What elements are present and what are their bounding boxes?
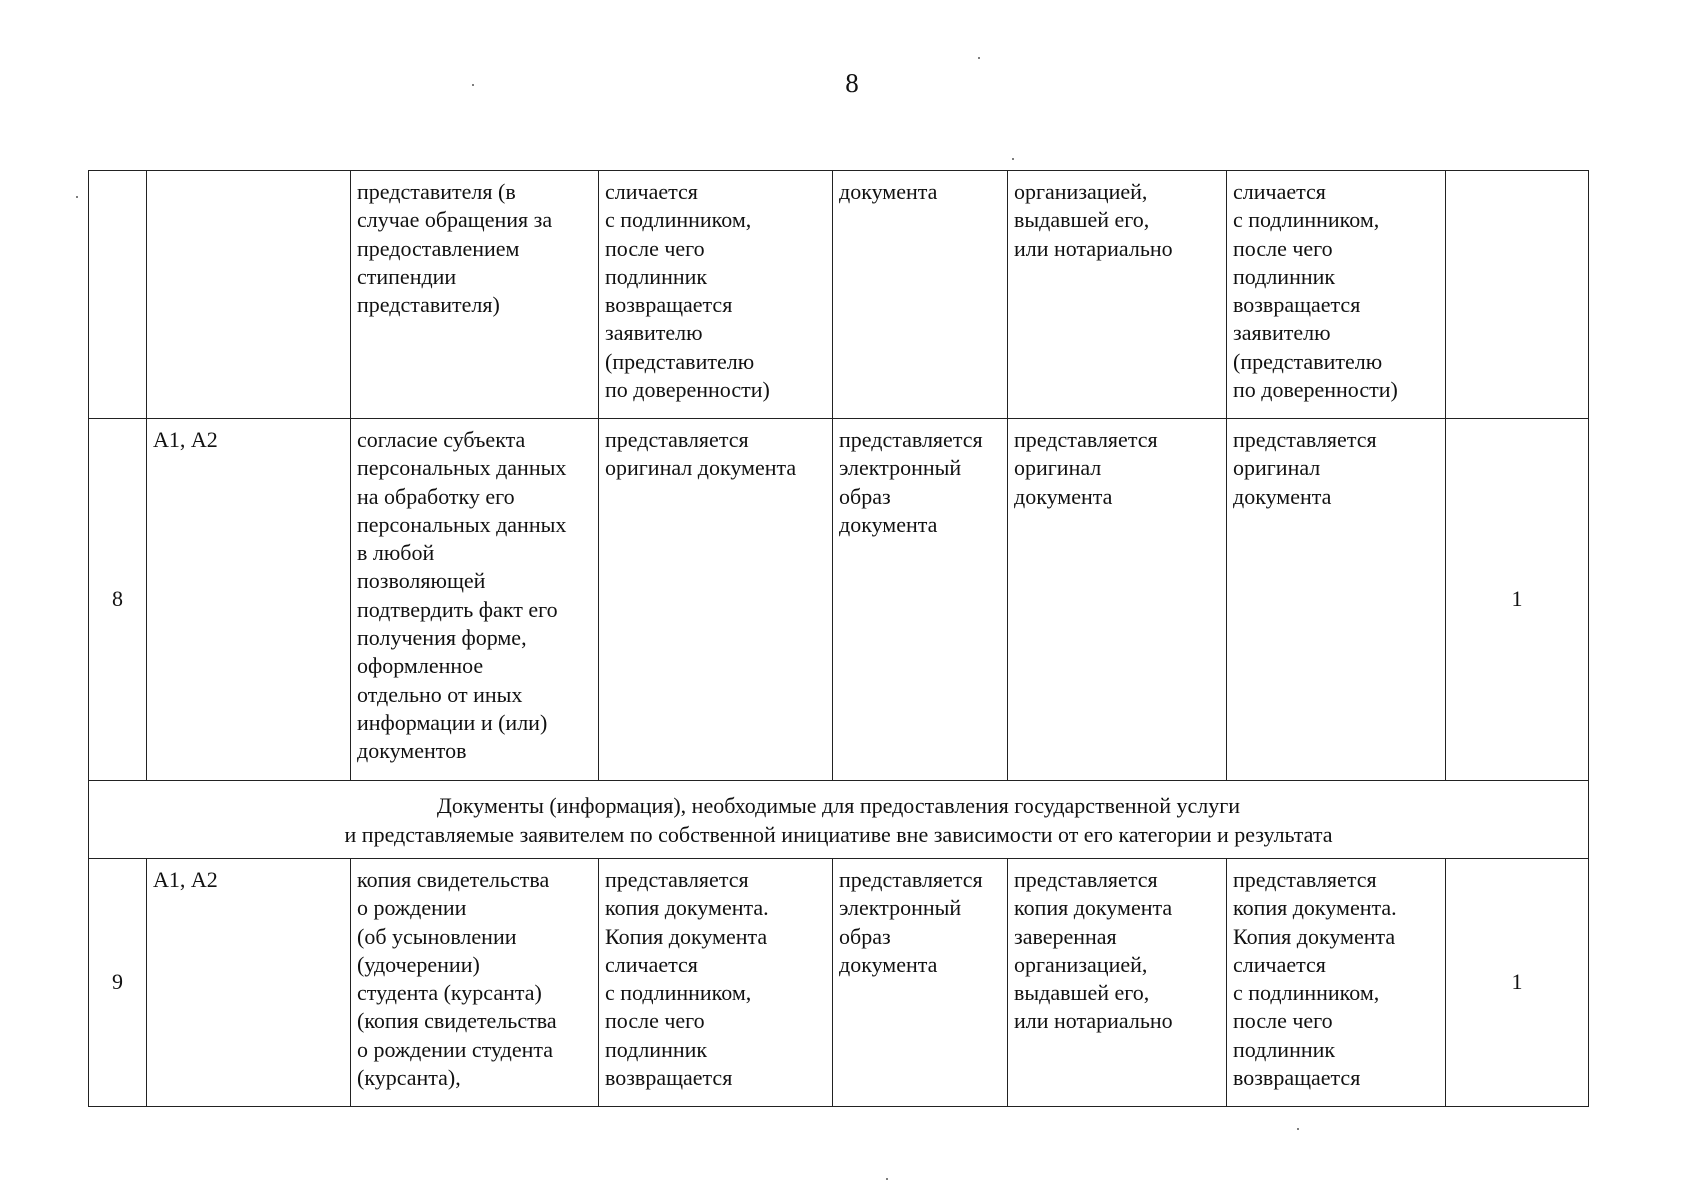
scan-speck	[1012, 158, 1014, 160]
scan-speck	[886, 1178, 888, 1180]
row-number-cell	[89, 171, 147, 419]
mfc-submission-cell: представляется копия документа. Копия документа сличается с подлинником, после чего подлинник возвращается	[1227, 859, 1446, 1107]
scan-speck	[978, 57, 980, 59]
mail-submission-cell: организацией, выдавшей его, или нотариально	[1008, 171, 1227, 419]
mail-submission-cell: представляется оригинал документа	[1008, 419, 1227, 781]
scan-speck	[472, 84, 474, 86]
electronic-submission-cell: представляется электронный образ документа	[833, 419, 1008, 781]
personal-submission-cell: сличается с подлинником, после чего подлинник возвращается заявителю (представителю по доверенности)	[599, 171, 833, 419]
personal-submission-cell: представляется копия документа. Копия документа сличается с подлинником, после чего подлинник возвращается	[599, 859, 833, 1107]
document-name-cell: представителя (в случае обращения за предоставлением стипендии представителя)	[351, 171, 599, 419]
scan-speck	[76, 196, 78, 198]
personal-submission-cell: представляется оригинал документа	[599, 419, 833, 781]
section-heading-line: и представляемые заявителем по собственной инициативе вне зависимости от его категории и результата	[344, 821, 1333, 847]
documents-table	[88, 170, 1589, 1107]
count-cell	[1446, 171, 1589, 419]
document-name-cell: копия свидетельства о рождении (об усыновлении (удочерении) студента (курсанта) (копия свидетельства о рождении студента (курсанта),	[351, 859, 599, 1107]
mfc-submission-cell: представляется оригинал документа	[1227, 419, 1446, 781]
section-heading	[89, 781, 1589, 859]
scan-speck	[1297, 1128, 1299, 1130]
table-row	[89, 859, 1589, 1107]
row-number-cell: 8	[89, 419, 147, 781]
section-heading-line: Документы (информация), необходимые для предоставления государственной услуги	[436, 792, 1241, 818]
count-cell: 1	[1446, 419, 1589, 781]
document-name-cell: согласие субъекта персональных данных на обработку его персональных данных в любой позволяющей подтвердить факт его получения форме, оформленное отдельно от иных информации и (или) документов	[351, 419, 599, 781]
category-cell	[147, 171, 351, 419]
table-row	[89, 171, 1589, 419]
row-number-cell: 9	[89, 859, 147, 1107]
mail-submission-cell: представляется копия документа заверенная организацией, выдавшей его, или нотариально	[1008, 859, 1227, 1107]
mfc-submission-cell: сличается с подлинником, после чего подлинник возвращается заявителю (представителю по доверенности)	[1227, 171, 1446, 419]
section-heading-row	[89, 781, 1589, 859]
category-cell: А1, А2	[147, 859, 351, 1107]
page-number: 8	[845, 68, 859, 98]
table-row	[89, 419, 1589, 781]
electronic-submission-cell: документа	[833, 171, 1008, 419]
count-cell: 1	[1446, 859, 1589, 1107]
electronic-submission-cell: представляется электронный образ документа	[833, 859, 1008, 1107]
category-cell: А1, А2	[147, 419, 351, 781]
